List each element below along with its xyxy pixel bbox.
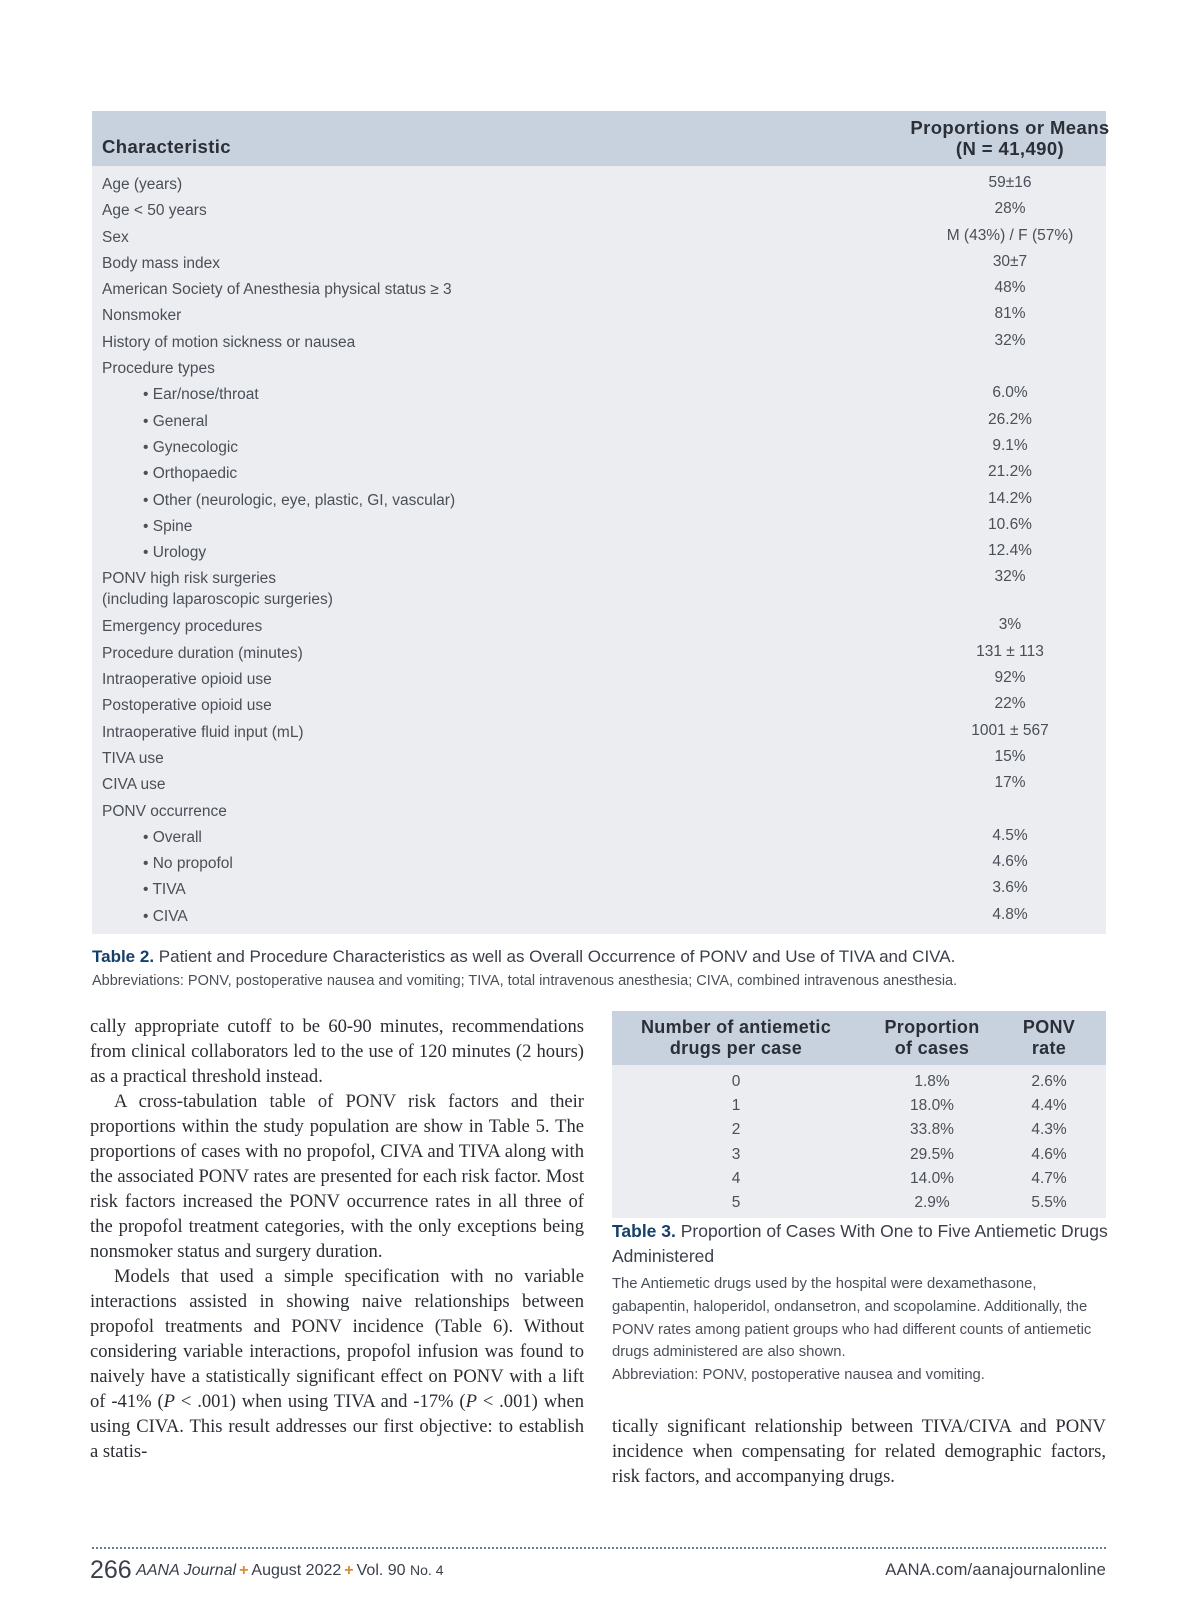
table-cell-characteristic — [143, 463, 237, 484]
table-3-header — [612, 1011, 1106, 1065]
table-cell-characteristic — [143, 542, 206, 563]
table-cell-value: 21.2% — [988, 463, 1032, 481]
table-cell-proportion-of-cases: 33.8% — [910, 1121, 954, 1139]
table-2-header-proportions-line2: (N = 41,490) — [955, 138, 1065, 159]
table-row — [92, 797, 1106, 823]
table-cell-characteristic — [102, 801, 227, 822]
table-cell-value: 3.6% — [992, 879, 1028, 897]
table-row — [92, 196, 1106, 222]
table-cell-value: 3% — [998, 616, 1022, 634]
characteristic-label: Nonsmoker — [102, 307, 182, 325]
table-3-header-ponv-rate-line1: PONV — [1022, 1017, 1076, 1037]
table-cell-value: 15% — [994, 747, 1026, 765]
table-cell-drug-count: 2 — [731, 1121, 741, 1139]
characteristic-label: Procedure types — [102, 360, 215, 378]
table-cell-proportion-of-cases: 18.0% — [910, 1097, 954, 1115]
table-cell-characteristic — [102, 748, 164, 769]
table-row — [92, 328, 1106, 354]
characteristic-label: • Orthopaedic — [143, 465, 238, 483]
characteristic-label: • No propofol — [143, 855, 233, 873]
table-row — [92, 380, 1106, 406]
table-cell-value: 26.2% — [988, 410, 1032, 428]
table-cell-value: 9.1% — [992, 436, 1028, 454]
table-cell-ponv-rate: 4.6% — [1031, 1145, 1067, 1163]
table-row — [92, 354, 1106, 380]
characteristic-label: PONV occurrence — [102, 802, 227, 820]
characteristic-label: Age (years) — [102, 176, 183, 193]
table-cell-characteristic — [102, 358, 215, 379]
table-row — [92, 564, 1106, 612]
table-cell-value: M (43%) / F (57%) — [946, 226, 1074, 244]
characteristic-label: American Society of Anesthesia physical status ≥ 3 — [102, 281, 452, 299]
table-2-header-characteristic: Characteristic — [102, 136, 231, 157]
table-cell-characteristic — [102, 774, 165, 795]
table-row — [612, 1095, 1106, 1119]
table-cell-characteristic — [143, 411, 208, 432]
characteristic-label: CIVA use — [102, 776, 166, 794]
table-3-header-number-line2: drugs per case — [669, 1038, 803, 1058]
table-3-header-ponv-rate-line2: rate — [1031, 1038, 1067, 1058]
journal-name: AANA Journal — [136, 1562, 237, 1579]
table-row — [92, 639, 1106, 665]
table-row — [92, 301, 1106, 327]
table-cell-value: 4.5% — [992, 826, 1028, 844]
table-2-body — [92, 166, 1106, 934]
table-cell-characteristic — [102, 722, 304, 743]
table-cell-value: 131 ± 113 — [976, 642, 1044, 660]
table-row — [92, 691, 1106, 717]
table-cell-characteristic — [143, 490, 455, 511]
table-cell-characteristic — [102, 305, 181, 326]
table-3-header-proportion-line1: Proportion — [884, 1017, 980, 1037]
table-row — [92, 538, 1106, 564]
table-cell-value: 30±7 — [992, 252, 1028, 270]
table-3-header-number — [620, 1017, 852, 1059]
characteristic-label: PONV high risk surgeries — [102, 570, 277, 588]
table-2-caption-text: Patient and Procedure Characteristics as well as Overall Occurrence of PONV and Use of TIVA and CIVA. — [158, 947, 956, 966]
table-cell-value: 59±16 — [988, 174, 1032, 191]
table-2-caption-label: Table 2. — [92, 947, 155, 966]
characteristic-label: • Gynecologic — [143, 438, 239, 456]
table-row — [612, 1144, 1106, 1168]
table-2-header-proportions-line1: Proportions or Means — [910, 117, 1110, 138]
table-cell-ponv-rate: 2.6% — [1031, 1073, 1067, 1090]
table-2-header — [92, 111, 1110, 166]
table-3-body — [612, 1065, 1106, 1218]
table-cell-value: 6.0% — [992, 384, 1028, 402]
table-3-note: The Antiemetic drugs used by the hospital were dexamethasone, gabapentin, haloperidol, ondansetron, and scopolamine. Additionally, the PONV rates among patient groups who had different counts of antiemetic drugs administered are also shown. — [612, 1276, 1092, 1361]
table-cell-characteristic — [102, 568, 333, 610]
body-text-right-column — [612, 1414, 1106, 1489]
table-cell-characteristic — [143, 853, 233, 874]
table-cell-characteristic — [143, 906, 188, 927]
characteristic-label: • Urology — [143, 544, 207, 562]
table-cell-proportion-of-cases: 1.8% — [914, 1073, 950, 1090]
characteristic-label: Procedure duration (minutes) — [102, 644, 303, 662]
table-cell-value: 10.6% — [988, 515, 1032, 533]
table-cell-characteristic — [102, 200, 207, 221]
footer-divider — [92, 1547, 1106, 1549]
table-row — [92, 433, 1106, 459]
table-3-header-proportion — [874, 1017, 990, 1059]
characteristic-label: Emergency procedures — [102, 618, 263, 636]
table-cell-characteristic — [143, 516, 192, 537]
table-row — [92, 407, 1106, 433]
characteristic-label: Postoperative opioid use — [102, 697, 272, 715]
characteristic-label: • Ear/nose/throat — [143, 386, 259, 404]
table-cell-drug-count: 4 — [731, 1169, 741, 1187]
table-cell-characteristic — [102, 332, 355, 353]
table-cell-proportion-of-cases: 2.9% — [914, 1193, 950, 1211]
table-cell-value: 14.2% — [988, 489, 1032, 507]
characteristic-label: • CIVA — [143, 907, 188, 925]
table-3-abbreviation: Abbreviation: PONV, postoperative nausea and vomiting. — [612, 1367, 985, 1384]
table-2-abbreviations: Abbreviations: PONV, postoperative nausea and vomiting; TIVA, total intravenous anesthesia; CIVA, combined intravenous anesthesia. — [92, 973, 958, 989]
table-row — [612, 1119, 1106, 1143]
characteristic-label: Sex — [102, 228, 129, 246]
table-row — [612, 1071, 1106, 1095]
table-cell-proportion-of-cases: 29.5% — [910, 1145, 954, 1163]
body-text-left-column — [90, 1014, 584, 1464]
table-cell-value: 12.4% — [988, 542, 1032, 560]
table-cell-characteristic — [102, 279, 452, 300]
characteristic-label: • General — [143, 412, 208, 430]
table-row — [92, 612, 1106, 638]
table-cell-ponv-rate: 5.5% — [1031, 1193, 1067, 1211]
table-cell-ponv-rate: 4.3% — [1031, 1121, 1067, 1139]
table-cell-value: 17% — [994, 774, 1026, 792]
journal-url-link[interactable]: AANA.com/aanajournalonline — [885, 1561, 1106, 1579]
table-row — [92, 249, 1106, 275]
table-cell-characteristic — [102, 695, 272, 716]
table-2 — [92, 111, 1110, 934]
table-3-header-number-line1: Number of antiemetic — [640, 1017, 832, 1037]
table-cell-characteristic — [102, 643, 303, 664]
characteristic-label: History of motion sickness or nausea — [102, 333, 356, 351]
table-row — [92, 275, 1106, 301]
table-cell-ponv-rate: 4.7% — [1031, 1169, 1067, 1187]
italic-p-symbol: P — [163, 1391, 176, 1412]
table-cell-value: 92% — [994, 669, 1026, 687]
body-paragraph: tically significant relationship between TIVA/CIVA and PONV incidence when compensating for related demographic factors, risk factors, and accompanying drugs. — [612, 1416, 1106, 1487]
table-row — [92, 823, 1106, 849]
table-cell-characteristic — [102, 669, 272, 690]
page-number: 266 — [90, 1556, 132, 1584]
table-cell-drug-count: 3 — [731, 1145, 741, 1163]
table-row — [92, 459, 1106, 485]
separator-icon: + — [239, 1562, 249, 1579]
characteristic-label: • Other (neurologic, eye, plastic, GI, vascular) — [143, 491, 456, 509]
table-3 — [612, 1011, 1106, 1218]
table-cell-characteristic — [143, 879, 186, 900]
table-cell-characteristic — [143, 384, 259, 405]
table-3-header-proportion-line2: of cases — [894, 1038, 970, 1058]
table-row — [92, 770, 1106, 796]
table-cell-value: 4.6% — [992, 853, 1028, 871]
table-cell-value: 22% — [994, 695, 1026, 713]
table-cell-characteristic — [102, 616, 262, 637]
italic-p-symbol: P — [465, 1391, 477, 1412]
table-cell-value: 1001 ± 567 — [971, 721, 1049, 739]
characteristic-label: Body mass index — [102, 254, 221, 272]
body-paragraph: A cross-tabulation table of PONV risk factors and their proportions within the study population are show in Table 5. The proportions of cases with no propofol, CIVA and TIVA along with the associated PONV rates are presented for each risk factor. Most risk factors increased the PONV occurrence rates in all three of the propofol treatment categories, with the only exceptions being nonsmoker status and surgery duration. — [90, 1091, 584, 1262]
table-cell-value: 32% — [994, 331, 1026, 349]
table-cell-characteristic — [143, 437, 238, 458]
characteristic-label-line2: (including laparoscopic surgeries) — [102, 591, 333, 609]
table-row — [92, 875, 1106, 901]
body-paragraph: cally appropriate cutoff to be 60-90 minutes, recommendations from clinical collaborators led to the use of 120 minutes (2 hours) as a practical threshold instead. — [90, 1016, 584, 1087]
table-row — [92, 718, 1106, 744]
table-cell-value: 28% — [994, 200, 1026, 218]
body-paragraph: Models that used a simple specification with no variable interactions assisted in showing naive relationships between propofol treatments and PONV incidence (Table 6). Without considering variable interactions, propofol infusion was found to naively have a statistically significant effect on PONV with a lift of -41% (P < .001) when using TIVA and -17% (P < .001) when using CIVA. This result addresses our first objective: to establish a statis- — [90, 1266, 585, 1462]
table-row — [612, 1168, 1106, 1192]
table-cell-drug-count: 1 — [731, 1097, 741, 1115]
table-row — [92, 486, 1106, 512]
table-cell-drug-count: 5 — [731, 1193, 741, 1211]
characteristic-label: Age < 50 years — [102, 202, 207, 220]
table-cell-ponv-rate: 4.4% — [1031, 1097, 1067, 1115]
table-row — [612, 1192, 1106, 1216]
table-cell-characteristic — [102, 174, 182, 195]
table-row — [92, 512, 1106, 538]
table-cell-value: 32% — [994, 568, 1026, 586]
table-row — [92, 170, 1106, 196]
table-cell-value: 48% — [994, 279, 1026, 297]
table-2-caption — [92, 946, 1112, 991]
characteristic-label: Intraoperative opioid use — [102, 671, 272, 689]
table-cell-drug-count: 0 — [731, 1073, 741, 1090]
footer-citation — [90, 1556, 443, 1585]
table-cell-characteristic — [143, 827, 202, 848]
table-cell-characteristic — [102, 227, 129, 248]
table-cell-value: 81% — [994, 305, 1026, 323]
table-3-caption — [612, 1219, 1108, 1387]
table-3-caption-label: Table 3. — [612, 1221, 676, 1241]
table-3-header-ponv-rate — [1004, 1017, 1094, 1059]
table-row — [92, 849, 1106, 875]
characteristic-label: Intraoperative fluid input (mL) — [102, 723, 304, 741]
characteristic-label: • Overall — [143, 828, 202, 846]
characteristic-label: • TIVA — [143, 881, 186, 899]
table-row — [92, 223, 1106, 249]
characteristic-label: • Spine — [143, 517, 193, 535]
volume: Vol. 90 — [356, 1562, 406, 1579]
table-row — [92, 744, 1106, 770]
table-2-header-proportions — [810, 117, 1200, 159]
table-row — [92, 665, 1106, 691]
table-row — [92, 902, 1106, 928]
table-3-caption-text: Proportion of Cases With One to Five Antiemetic Drugs Administered — [612, 1221, 1108, 1266]
table-cell-proportion-of-cases: 14.0% — [910, 1169, 954, 1187]
table-cell-characteristic — [102, 253, 220, 274]
table-cell-value: 4.8% — [992, 905, 1028, 923]
issue-date: August 2022 — [251, 1562, 342, 1579]
separator-icon: + — [344, 1562, 354, 1579]
issue-number: No. 4 — [410, 1562, 444, 1578]
characteristic-label: TIVA use — [102, 749, 164, 767]
